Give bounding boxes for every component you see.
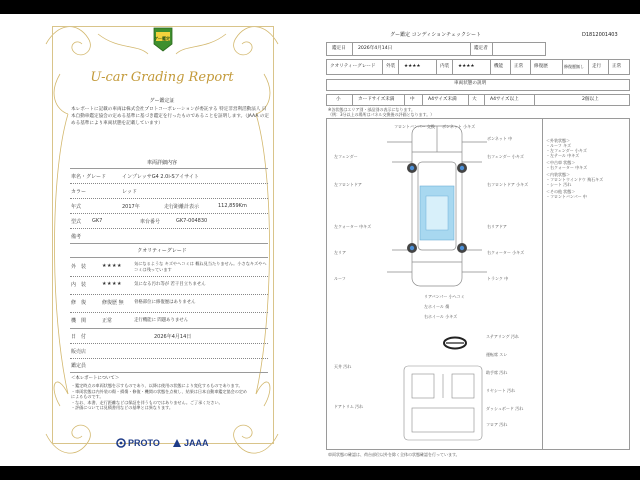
repair-row — [70, 295, 268, 311]
mobility-label: 機能 — [494, 64, 504, 69]
repair-value: 修復歴無し — [564, 64, 584, 69]
quality-section-title: クオリティーグレード — [137, 248, 187, 254]
steering-label: ステアリング 汚れ — [486, 334, 519, 339]
divider — [422, 94, 423, 105]
type-label: 型式 — [71, 219, 82, 225]
size-medium: 中 — [410, 97, 415, 102]
divider — [534, 94, 535, 105]
odometer-value: 112,859Km — [218, 203, 247, 209]
repair-text: 骨格部位に修復歴はありません — [134, 300, 196, 305]
divider — [562, 59, 563, 74]
notes-row — [70, 229, 268, 243]
divider — [542, 118, 543, 449]
size-small-desc: カードサイズ未満 — [358, 97, 395, 102]
model-row — [70, 169, 268, 183]
divider — [470, 42, 471, 55]
steering-wheel-icon — [442, 336, 468, 350]
date-value: 2026年4月14日 — [358, 46, 393, 51]
side-note: ＜内装状態＞ — [546, 172, 570, 177]
date-label: 日 付 — [71, 334, 87, 340]
inspector-row — [70, 358, 268, 372]
interior-layout-diagram — [398, 364, 488, 444]
divider — [70, 372, 268, 373]
divider — [468, 94, 469, 105]
divider — [70, 243, 268, 244]
divider — [382, 59, 383, 74]
legend-note-2: （例：3分以上の場所はパネル交換後の評価となります。） — [328, 112, 435, 117]
notes-heading: ＜本レポートについて＞ — [71, 376, 120, 381]
hood-label: ボンネット 小キズ — [442, 124, 476, 129]
divider — [492, 42, 493, 55]
ceiling-label: 天井 汚れ — [334, 364, 352, 369]
chassis-value: GK7-004830 — [176, 218, 208, 224]
shop-row — [70, 344, 268, 358]
notes-list — [71, 383, 251, 411]
badge-text: グー鑑定 — [154, 36, 170, 41]
divider — [352, 42, 353, 55]
driver-seat-label: 運転席 スレ — [486, 352, 508, 357]
divider — [436, 59, 437, 74]
date-value: 2026年4月14日 — [154, 334, 192, 340]
color-row — [70, 184, 268, 198]
sheet-title: グー鑑定 コンディションチェックシート — [390, 32, 481, 38]
grading-certificate — [38, 14, 286, 466]
legend-note: ※各状態はエリア別・部品別の表示になります。 — [328, 107, 416, 112]
left-wheel-label: 左ホイール 傷 — [424, 304, 450, 309]
exterior-label: 外 装 — [71, 264, 87, 270]
note-item: ・車両状態は内外装の傷・損傷・修復・機関の状態を点検し、結果は日本自動車鑑定協会の定めによるものです。 — [71, 388, 248, 400]
note-item: ・鑑定時点の車両状態を示すものであり、以降は使用の状態により変化するものであります。 — [71, 383, 243, 388]
exterior-text: 気になるような キズやヘコミは 概ね見当たりません。小さなキズやヘコミは残っています — [134, 261, 267, 272]
divider — [70, 257, 268, 258]
side-note: ・ルーフ キズ — [546, 143, 571, 148]
type-row — [70, 214, 268, 228]
odo-label: 走行 — [592, 64, 602, 69]
trunk-label: トランク 中 — [487, 276, 509, 281]
footer-note: 車両状態の確認は、荷台部位以外を除く全体の状態確認を行っています。 — [328, 452, 460, 457]
floor-label: フロア 汚れ — [486, 422, 508, 427]
size-large: 大 — [472, 97, 477, 102]
certificate-subtitle: グー鑑定証 — [149, 98, 175, 104]
right-quarter-label: 右クォーター 小キズ — [487, 250, 525, 255]
side-note: ・フロントバンパー 中 — [546, 194, 587, 199]
condition-check-sheet — [312, 14, 630, 466]
count-label: 2個以上 — [582, 97, 599, 102]
divider — [608, 59, 609, 74]
chassis-label: 車台番号 — [140, 219, 161, 225]
exterior-stars: ★★★★ — [102, 263, 122, 269]
model-value: インプレッサG4 2.0i-Sアイサイト — [122, 174, 199, 180]
year-label: 年式 — [71, 204, 82, 210]
bonnet-right-label: ボンネット 中 — [487, 136, 513, 141]
size-small: 小 — [336, 97, 341, 102]
grade-label: クオリティーグレード — [330, 64, 376, 69]
repair-label: 修 復 — [71, 300, 87, 306]
engine-text: 走行機能に 問題ありません — [134, 318, 189, 323]
divider — [530, 59, 531, 74]
interior-stars: ★★★★ — [102, 281, 122, 287]
interior-label: 内 装 — [71, 282, 87, 288]
divider — [452, 59, 453, 74]
passenger-seat-label: 助手席 汚れ — [486, 370, 508, 375]
side-notes — [546, 138, 626, 199]
interior-label: 内装 — [440, 64, 450, 69]
size-large-desc: A4サイズ以上 — [490, 97, 519, 102]
certificate-intro: 本レポートに記載の車両は株式会社プロトコーポレーションが委託する 特定非営利活動法人 日本自動車鑑定協会の定める基準に基づき鑑定を行ったものであることを証明します。（JAAA の定める基準により車両状態を記載しています） — [71, 107, 270, 126]
engine-label: 機 関 — [71, 318, 87, 324]
model-label: 車名・グレード — [71, 174, 107, 180]
divider — [490, 59, 491, 74]
engine-row — [70, 313, 268, 329]
repair-label: 修復歴 — [534, 64, 548, 69]
interior-row — [70, 277, 268, 293]
document-page — [0, 14, 640, 466]
shop-label: 販売店 — [71, 349, 87, 355]
proto-logo-icon — [116, 438, 126, 448]
right-door-label: 右フロントドア 小キズ — [487, 182, 529, 187]
section-title: 車両状態の説明 — [454, 81, 487, 86]
divider — [510, 59, 511, 74]
side-note: ・シート 汚れ — [546, 182, 572, 187]
exterior-label: 外装 — [386, 64, 396, 69]
divider — [398, 59, 399, 74]
note-item: ・なお、本書、走行距離などは保証を伴うものではありません。ご了承ください。 — [71, 399, 223, 405]
note-item: ・評価については見積書用などの基準とは異なります。 — [71, 405, 173, 411]
mobility-value: 正常 — [514, 64, 524, 69]
color-value: レッド — [122, 189, 137, 195]
left-door-label: 左フロントドア — [334, 182, 362, 187]
type-value: GK7 — [92, 218, 103, 224]
interior-text: 気になる汚れ等が 若干目立ちません — [134, 282, 206, 287]
vehicle-section-title: 車両詳細内容 — [146, 160, 177, 166]
side-note: ＜その他 状態＞ — [546, 189, 576, 194]
date-row — [70, 329, 268, 343]
front-bumper-label: フロントバンパー 交換 — [394, 124, 435, 129]
right-wheel-label: 右ホイール 小キズ — [424, 314, 458, 319]
exterior-row — [70, 259, 268, 275]
right-rear-label: 右リアドア — [487, 224, 507, 229]
interior-stars: ★★★★ — [458, 64, 475, 69]
divider — [404, 94, 405, 105]
issuer-label: 鑑定者 — [474, 46, 488, 51]
jaaa-logo-icon — [172, 438, 182, 448]
rear-bumper-label: リアバンパー 小ヘコミ — [424, 294, 465, 299]
jaaa-logo: JAAA — [184, 438, 209, 448]
year-row — [70, 199, 268, 213]
right-fender-label: 右フェンダー 小キズ — [487, 154, 524, 159]
left-quarter-label: 左クォーター 中キズ — [334, 224, 372, 229]
left-fender-label: 左フェンダー — [334, 154, 358, 159]
proto-logo: PROTO — [128, 438, 160, 448]
left-rear-label: 左リア — [334, 250, 346, 255]
divider — [588, 59, 589, 74]
odo-value: 正常 — [612, 64, 622, 69]
side-note: ＜中古車 状態＞ — [546, 160, 576, 165]
side-note: ＜外装状態＞ — [546, 138, 570, 143]
side-note: ・左テール 中キズ — [546, 153, 580, 158]
date-label: 鑑定日 — [332, 46, 346, 51]
document-number: D1812001403 — [582, 32, 618, 38]
color-label: カラー — [71, 189, 87, 195]
divider — [352, 94, 353, 105]
notes-label: 備考 — [71, 234, 82, 240]
side-note: ・フロントウインドウ 飛石キズ — [546, 177, 604, 182]
side-note: ・右クォーター 中キズ — [546, 165, 588, 170]
side-note: ・左フェンダー 小キズ — [546, 148, 587, 153]
door-trim-label: ドアトリム 汚れ — [334, 404, 364, 409]
repair-status: 修復歴 無 — [102, 300, 124, 306]
car-top-view-diagram — [382, 122, 492, 292]
dashboard-label: ダッシュボード 汚れ — [486, 406, 524, 411]
divider — [484, 94, 485, 105]
certificate-title: U-car Grading Report — [90, 70, 234, 85]
rear-seat-label: リヤシート 汚れ — [486, 388, 516, 393]
exterior-stars: ★★★★ — [404, 64, 421, 69]
roof-label: ルーフ — [334, 276, 346, 281]
inspector-label: 鑑定員 — [71, 363, 87, 369]
year-value: 2017年 — [122, 204, 140, 210]
size-medium-desc: A4サイズ未満 — [428, 97, 457, 102]
engine-status: 正常 — [102, 318, 113, 324]
odometer-label: 走行距離計表示 — [164, 204, 200, 210]
